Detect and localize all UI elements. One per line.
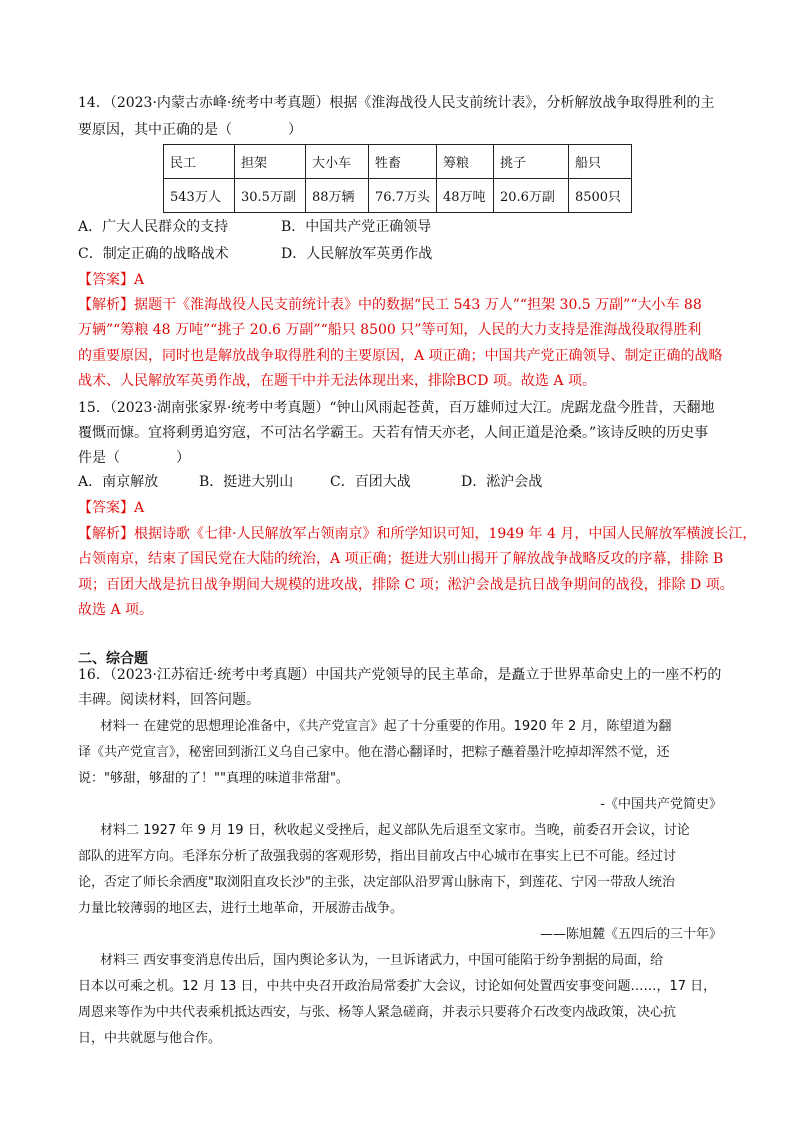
material-one-line: 说："够甜，够甜的了！""真理的味道非常甜"。	[78, 771, 349, 786]
q14-option-b: B．中国共产党正确领导	[281, 219, 432, 235]
q14-stem-line-1: 14．（2023·内蒙古赤峰·统考中考真题）根据《淮海战役人民支前统计表》，分析解放战争取得胜利的主	[78, 95, 715, 111]
q15-stem-line: 15．（2023·湖南张家界·统考中考真题）“钟山风雨起苍黄，百万雄师过大江。虎踞龙盘今胜昔，天翻地	[78, 400, 715, 416]
q14-analysis-line: 万辆”“筹粮 48 万吨”“挑子 20.6 万副”“船只 8500 只”等可知，人民的大力支持是淮海战役取得胜利	[78, 322, 702, 338]
q14-analysis-line: 【解析】据题干《淮海战役人民支前统计表》中的数据“民工 543 万人”“担架 30.5 万副”“大小车 88	[78, 297, 702, 313]
q16-stem-line: 丰碑。阅读材料，回答问题。	[78, 692, 260, 708]
table-row	[164, 145, 632, 179]
material-two-line: 力量比较薄弱的地区去，进行土地革命，开展游击战争。	[78, 901, 404, 916]
material-one-source: -《中国共产党简史》	[600, 797, 722, 812]
q15-answer: 【答案】A	[78, 500, 145, 516]
table-header-cell: 牲畜	[369, 145, 437, 179]
table-header-cell: 筹粮	[436, 145, 493, 179]
q16-stem-line: 16．（2023·江苏宿迁·统考中考真题）中国共产党领导的民主革命，是矗立于世界革命史上的一座不朽的	[78, 667, 722, 683]
q14-option-d: D．人民解放军英勇作战	[281, 246, 433, 262]
q15-analysis-line: 项；百团大战是抗日战争期间大规模的进攻战，排除 C 项；淞沪会战是抗日战争期间的战役，排除 D 项。	[78, 577, 734, 593]
table-header-cell: 船只	[568, 145, 631, 179]
table-row	[164, 179, 632, 213]
material-three-line: 周恩来等作为中共代表乘机抵达西安，与张、杨等人紧急磋商，并表示只要蒋介石改变内战政策，决心抗	[78, 1005, 677, 1020]
table-header-cell: 挑子	[493, 145, 568, 179]
material-one-line: 译《共产党宣言》，秘密回到浙江义乌自己家中。他在潜心翻译时，把粽子蘸着墨汁吃掉却浑然不觉，还	[78, 745, 670, 760]
q14-analysis-line: 的重要原因，同时也是解放战争取得胜利的主要原因，A 项正确；中国共产党正确领导、制定正确的战略	[78, 348, 723, 364]
support-statistics-table	[163, 144, 632, 213]
q15-analysis-line: 故选 A 项。	[78, 602, 154, 618]
q15-option-b: B．挺进大别山	[199, 474, 294, 490]
material-two-source: ——陈旭麓《五四后的三十年》	[539, 927, 722, 942]
q15-option-d: D．淞沪会战	[461, 474, 543, 490]
table-header-cell: 担架	[235, 145, 306, 179]
table-cell: 543万人	[164, 179, 235, 213]
q15-analysis-line: 【解析】根据诗歌《七律·人民解放军占领南京》和所学知识可知，1949 年 4 月，中国人民解放军横渡长江，	[78, 526, 757, 542]
q14-option-c: C．制定正确的战略战术	[78, 246, 229, 262]
material-one-line: 材料一 在建党的思想理论准备中，《共产党宣言》起了十分重要的作用。1920 年 2 月，陈望道为翻	[100, 719, 672, 734]
section-heading: 二、综合题	[78, 651, 148, 667]
table-cell: 48万吨	[436, 179, 493, 213]
material-three-line: 日，中共就愿与他合作。	[78, 1031, 222, 1046]
q14-analysis-line: 战术、人民解放军英勇作战，在题干中并无法体现出来，排除BCD 项。故选 A 项。	[78, 373, 596, 389]
q14-option-a: A．广大人民群众的支持	[78, 219, 229, 235]
table-cell: 88万辆	[306, 179, 369, 213]
table-cell: 76.7万头	[369, 179, 437, 213]
q15-stem-line: 件是（ ）	[78, 450, 190, 466]
material-two-line: 材料二 1927 年 9 月 19 日，秋收起义受挫后，起义部队先后退至文家市。当晚，前委召开会议，讨论	[100, 823, 690, 838]
q15-option-c: C．百团大战	[330, 474, 411, 490]
q15-stem-line: 覆慨而慷。宜将剩勇追穷寇，不可沽名学霸王。天若有情天亦老，人间正道是沧桑。”该诗反映的历史事	[78, 425, 709, 441]
table-header-cell: 民工	[164, 145, 235, 179]
table-cell: 30.5万副	[235, 179, 306, 213]
q15-option-a: A．南京解放	[78, 474, 159, 490]
material-two-line: 论，否定了师长余洒度"取浏阳直攻长沙"的主张，决定部队沿罗霄山脉南下，到莲花、宁冈一带敌人统治	[78, 875, 675, 890]
table-cell: 20.6万副	[493, 179, 568, 213]
q14-stem-line-2: 要原因，其中正确的是（ ）	[78, 122, 302, 138]
material-two-line: 部队的进军方向。毛泽东分析了敌强我弱的客观形势，指出目前攻占中心城市在事实上已不可能。经过讨	[78, 849, 677, 864]
table-header-cell: 大小车	[306, 145, 369, 179]
material-three-line: 材料三 西安事变消息传出后，国内舆论多认为，一旦诉诸武力，中国可能陷于纷争割据的局面，给	[100, 953, 664, 968]
table-cell: 8500只	[568, 179, 631, 213]
material-three-line: 日本以可乘之机。12 月 13 日，中共中央召开政治局常委扩大会议，讨论如何处置西安事变问题……，17 日，	[78, 979, 717, 994]
q15-analysis-line: 占领南京，结束了国民党在大陆的统治，A 项正确；挺进大别山揭开了解放战争战略反攻的序幕，排除 B	[78, 551, 724, 567]
q14-answer: 【答案】A	[78, 272, 145, 288]
